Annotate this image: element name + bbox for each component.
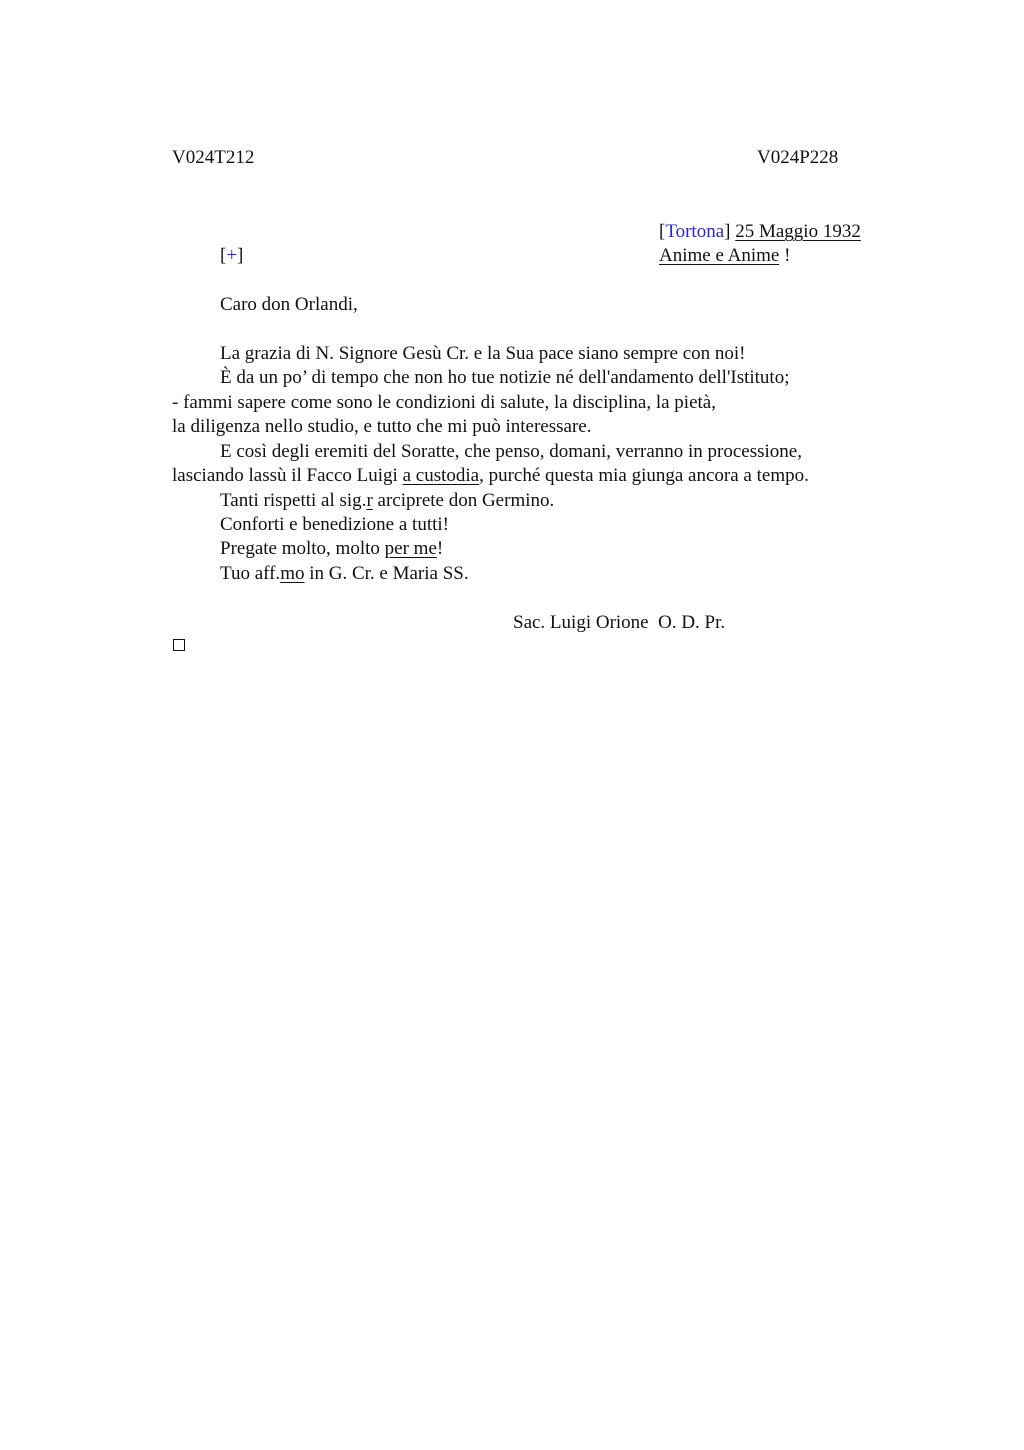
body-line-7-start: Tanti rispetti al sig.: [220, 490, 367, 511]
signature: Sac. Luigi Orione O. D. Pr.: [513, 612, 726, 633]
body-line-6-start: lasciando lassù il Facco Luigi: [172, 465, 403, 486]
closing-line: [220, 562, 469, 586]
body-line-3: - fammi sapere come sono le condizioni di salute, la disciplina, la pietà,: [172, 392, 716, 413]
cross-icon: +: [226, 245, 238, 266]
body-line-9: [220, 537, 443, 561]
end-box-icon: [173, 639, 185, 651]
body-line-8: Conforti e benedizione a tutti!: [220, 514, 449, 535]
body-line-9-underlined: per me: [384, 538, 437, 559]
cross-bracket-open: [: [220, 245, 227, 266]
body-line-7-underlined: r: [366, 490, 373, 511]
motto: Anime e Anime: [659, 245, 780, 266]
cross-mark: [220, 244, 243, 268]
closing-start: Tuo aff.: [220, 563, 281, 584]
salutation: Caro don Orlandi,: [220, 294, 358, 315]
body-line-6-end: , purché questa mia giunga ancora a tempo.: [479, 465, 809, 486]
place-name: Tortona: [665, 221, 725, 242]
body-line-1: La grazia di N. Signore Gesù Cr. e la Sua pace siano sempre con noi!: [220, 343, 746, 364]
body-line-6: [172, 464, 809, 488]
body-line-9-start: Pregate molto, molto: [220, 538, 385, 559]
body-line-7-end: arciprete don Germino.: [372, 490, 555, 511]
motto-line: [659, 244, 790, 268]
closing-end: in G. Cr. e Maria SS.: [304, 563, 469, 584]
body-line-7: [220, 489, 554, 513]
closing-underlined: mo: [280, 563, 305, 584]
bracket-close: ]: [724, 221, 731, 242]
dateline: [659, 220, 861, 244]
motto-suffix: !: [779, 245, 791, 266]
document-code-left: V024T212: [172, 147, 255, 168]
body-line-4: la diligenza nello studio, e tutto che mi può interessare.: [172, 416, 592, 437]
body-line-2: È da un po’ di tempo che non ho tue notizie né dell'andamento dell'Istituto;: [220, 367, 790, 388]
document-code-right: V024P228: [757, 147, 839, 168]
body-line-6-underlined: a custodia: [402, 465, 480, 486]
body-line-5: E così degli eremiti del Soratte, che penso, domani, verranno in processione,: [220, 441, 802, 462]
cross-bracket-close: ]: [237, 245, 244, 266]
body-line-9-end: !: [436, 538, 444, 559]
bracket-open: [: [659, 221, 666, 242]
letter-date: 25 Maggio 1932: [735, 221, 861, 242]
